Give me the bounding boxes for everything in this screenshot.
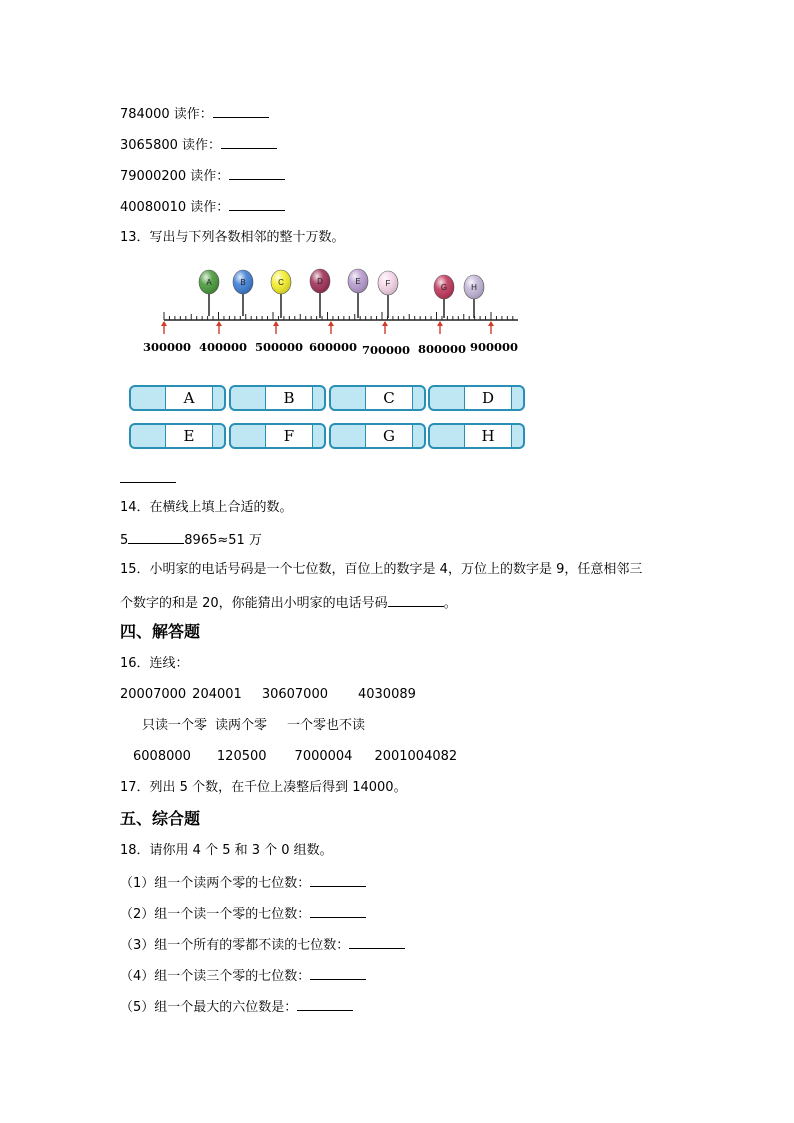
q18-item-text: （2）组一个读一个零的七位数： <box>120 907 311 922</box>
ruler-label: 900000 <box>470 340 519 354</box>
q18-item-text: （3）组一个所有的零都不读的七位数： <box>120 938 350 953</box>
answer-blank[interactable] <box>221 134 277 149</box>
ruler-label: 400000 <box>199 340 248 354</box>
section-heading-4: 四、解答题 <box>120 622 201 641</box>
section-heading-5: 五、综合题 <box>120 809 201 828</box>
answer-box-c[interactable] <box>329 385 426 411</box>
answer-blank[interactable] <box>229 196 285 211</box>
ruler-arrowhead <box>488 321 494 326</box>
q18-item-2 <box>120 903 366 925</box>
balloon-label: D <box>317 277 323 286</box>
ruler-label: 800000 <box>418 342 467 356</box>
q17-text: 17．列出 5 个数，在千位上凑整后得到 14000。 <box>120 780 407 795</box>
q16-row-1 <box>120 685 416 705</box>
balloon-label: E <box>355 277 361 286</box>
q14-expr-before: 5 <box>120 533 129 548</box>
q18-item-text: （4）组一个读三个零的七位数： <box>120 969 311 984</box>
ruler-arrowhead <box>273 321 279 326</box>
number-item[interactable]: 7000004 <box>294 749 353 764</box>
answer-box-f[interactable] <box>229 423 326 449</box>
answer-box-label: H <box>464 425 512 447</box>
q12-number: 3065800 <box>120 138 178 153</box>
answer-blank[interactable] <box>229 165 285 180</box>
answer-box-e[interactable] <box>129 423 226 449</box>
balloon-label: A <box>206 278 212 287</box>
number-line-figure <box>150 262 530 342</box>
q12-number: 784000 <box>120 107 170 122</box>
answer-box-label: D <box>464 387 512 409</box>
balloon-label: H <box>471 283 477 292</box>
q12-suffix: 读作： <box>186 169 230 184</box>
q12-suffix: 读作： <box>177 138 222 153</box>
answer-box-label: G <box>365 425 413 447</box>
q12-line-3 <box>120 165 285 187</box>
answer-blank[interactable] <box>388 592 444 607</box>
answer-blank[interactable] <box>213 103 269 118</box>
q13-answer-blank[interactable] <box>120 482 176 483</box>
answer-blank[interactable] <box>310 965 366 980</box>
q16-row-2 <box>142 716 365 736</box>
q14-title: 14．在横线上填上合适的数。 <box>120 500 293 515</box>
number-item[interactable]: 30607000 <box>261 687 328 702</box>
q15-line-2 <box>120 592 457 614</box>
answer-blank[interactable] <box>349 934 405 949</box>
q18-item-3 <box>120 934 405 956</box>
q15-text: 个数字的和是 20，你能猜出小明家的电话号码 <box>120 596 388 611</box>
q16-row-3 <box>133 747 457 767</box>
number-item[interactable]: 204001 <box>192 687 242 702</box>
q12-line-4 <box>120 196 285 218</box>
answer-box-h[interactable] <box>428 423 525 449</box>
q18-item-4 <box>120 965 366 987</box>
q12-line-1 <box>120 103 269 125</box>
q12-line-2 <box>120 134 277 156</box>
number-item[interactable]: 4030089 <box>357 687 416 702</box>
q14-expr-after: 8965≈51 万 <box>184 533 262 548</box>
q12-number: 79000200 <box>120 169 187 184</box>
q12-suffix: 读作： <box>169 107 213 122</box>
answer-blank[interactable] <box>310 903 366 918</box>
number-item[interactable]: 6008000 <box>133 749 191 764</box>
balloon-label: C <box>278 278 284 287</box>
answer-blank[interactable] <box>310 872 366 887</box>
answer-box-b[interactable] <box>229 385 326 411</box>
answer-box-label: B <box>265 387 313 409</box>
ruler-arrowhead <box>161 321 167 326</box>
ruler-arrowhead <box>216 321 222 326</box>
reading-category[interactable]: 只读一个零 <box>142 718 208 733</box>
q12-number: 40080010 <box>120 200 187 215</box>
ruler-arrowhead <box>437 321 443 326</box>
answer-blank[interactable] <box>128 529 184 544</box>
number-item[interactable]: 120500 <box>216 749 267 764</box>
q14-expression <box>120 529 262 551</box>
q18-item-text: （1）组一个读两个零的七位数： <box>120 876 311 891</box>
answer-box-label: C <box>365 387 413 409</box>
number-item[interactable]: 2001004082 <box>374 749 458 764</box>
ruler-label: 700000 <box>362 343 411 357</box>
answer-box-a[interactable] <box>129 385 226 411</box>
number-item[interactable]: 20007000 <box>120 687 187 702</box>
ruler-label: 300000 <box>143 340 192 354</box>
answer-box-label: A <box>165 387 213 409</box>
q15-line-1: 15．小明家的电话号码是一个七位数，百位上的数字是 4，万位上的数字是 9，任意相邻三 <box>120 562 643 577</box>
q18-item-text: （5）组一个最大的六位数是： <box>120 1000 298 1015</box>
answer-box-label: E <box>165 425 213 447</box>
answer-box-label: F <box>265 425 313 447</box>
balloon-label: B <box>240 278 246 287</box>
ruler-label: 500000 <box>255 340 304 354</box>
reading-category[interactable]: 一个零也不读 <box>287 718 366 733</box>
q12-suffix: 读作： <box>186 200 230 215</box>
q18-item-1 <box>120 872 366 894</box>
balloon-label: G <box>440 283 448 292</box>
reading-category[interactable]: 读两个零 <box>215 718 268 733</box>
answer-box-d[interactable] <box>428 385 525 411</box>
q13-title: 13．写出与下列各数相邻的整十万数。 <box>120 230 345 245</box>
q18-title: 18．请你用 4 个 5 和 3 个 0 组数。 <box>120 843 333 858</box>
answer-box-g[interactable] <box>329 423 426 449</box>
q18-item-5 <box>120 996 353 1018</box>
q16-title: 16．连线： <box>120 656 189 671</box>
ruler-arrowhead <box>382 321 388 326</box>
ruler-label: 600000 <box>309 340 358 354</box>
ruler-arrowhead <box>328 321 334 326</box>
answer-blank[interactable] <box>297 996 353 1011</box>
balloon-label: F <box>385 279 391 288</box>
q15-period: 。 <box>443 596 457 611</box>
